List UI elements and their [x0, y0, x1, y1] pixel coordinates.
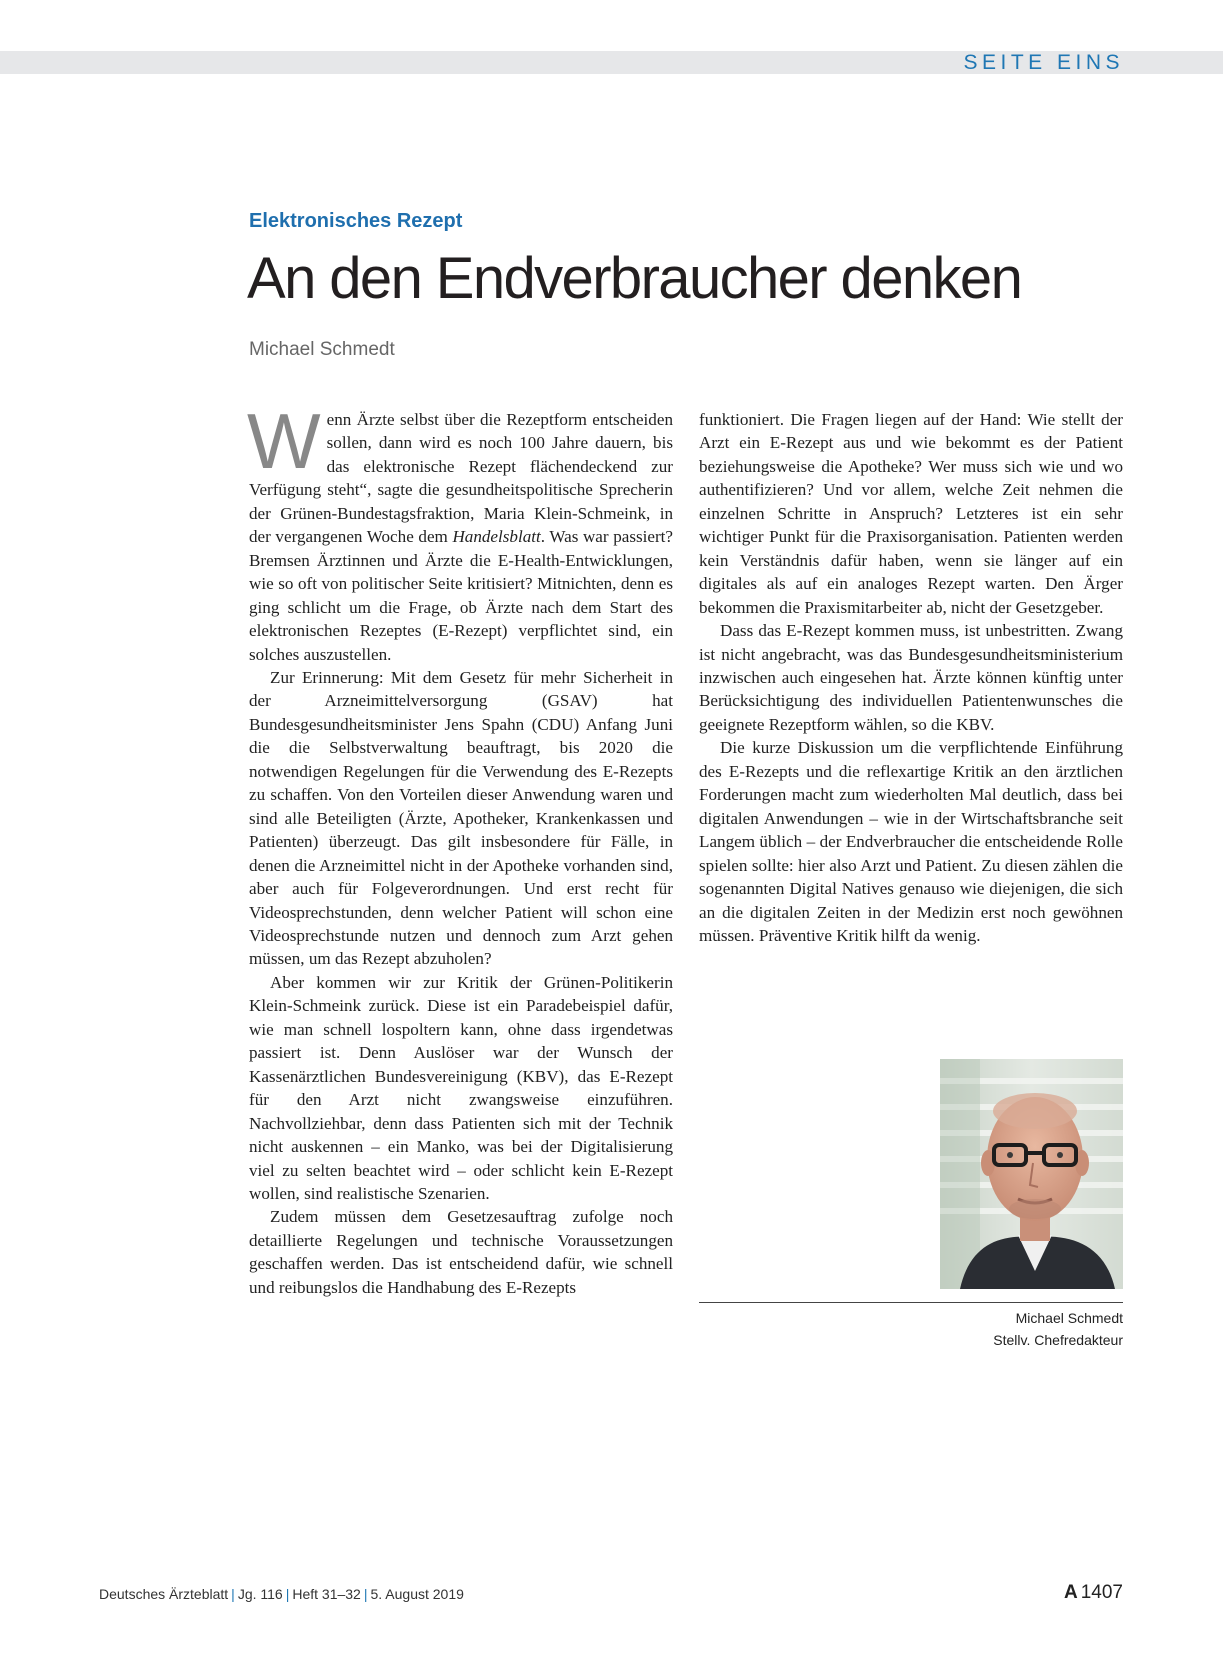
footer-separator: |: [285, 1586, 290, 1602]
caption-name: Michael Schmedt: [1015, 1310, 1123, 1326]
publication-name: Handelsblatt: [452, 527, 541, 547]
page-prefix: A: [1063, 1582, 1078, 1603]
article-author: Michael Schmedt: [249, 339, 395, 360]
footer-separator: |: [231, 1586, 235, 1602]
left-paragraph: Zur Erinnerung: Mit dem Gesetz für mehr Sicherheit in der Arzneimittelversorgung (GSAV) hat Bundesgesundheitsminister Jens Spahn (CDU) Anfang Juni die die Selbstverwaltung beauftragt, bis 2020 die notwendigen Regelungen für die Verwendung des E-Rezepts zu schaffen. Von den Vorteilen dieser Anwendung waren und sind alle Beteiligten (Ärzte, Apotheker, Krankenkassen und Patienten) überzeugt. Das gilt insbesondere für Fälle, in denen die Arzneimittel nicht in der Apotheke vorhanden sind, aber auch für Folgeverordnungen. Und erst recht für Videosprechstunden, denn welcher Patient will schon eine Videosprechstunde nutzen und dennoch zum Arzt gehen müssen, um das Rezept abzuholen?: [249, 667, 673, 969]
article-column-right: [699, 408, 1123, 947]
article-column-left: [247, 397, 673, 1299]
footer-journal: Deutsches Ärzteblatt: [99, 1586, 229, 1602]
section-label: SEITE EINS: [963, 51, 1124, 74]
left-paragraph: Aber kommen wir zur Kritik der Grünen-Politikerin Klein-Schmeink zurück. Diese ist ein Paradebeispiel dafür, wie man schnell lospoltern kann, ohne dass irgendetwas passiert ist. Denn Auslöser war der Wunsch der Kassenärztlichen Bundesvereinigung (KBV), das E-Rezept für den Arzt nicht zwangsweise einzuführen. Nachvollziehbar, denn dass Patienten sich mit der Technik nicht auskennen – ein Manko, was bei der Digitalisierung viel zu selten beachtet wird – oder schlicht kein E-Rezept wollen, sind realistische Szenarien.: [249, 972, 673, 1203]
caption-role: Stellv. Chefredakteur: [993, 1332, 1123, 1348]
page-number: [1064, 1582, 1123, 1604]
lead-text-1: enn Ärzte selbst über die Rezeptform entscheiden sollen, dann wird es noch 100 Jahre dauern, bis das elektronische Rezept flächendeckend zur Verfügung steht“, sagte die gesundheitspolitische Sprecherin der Grünen-Bundestagsfraktion, Maria Klein-Schmeink, in der vergangenen Woche dem: [249, 410, 673, 547]
article-title: An den Endverbraucher denken: [247, 246, 1022, 311]
caption-rule: [699, 1302, 1123, 1303]
lead-text-2: . Was war passiert? Bremsen Ärztinnen und Ärzte die E-Health-Entwicklungen, wie so oft von politischer Seite kritisiert? Mitnichten, denn es ging schlicht um die Frage, ob Ärzte nach dem Start des elektronischen Rezeptes (E-Rezept) verpflichtet sind, ein solches auszustellen.: [249, 527, 673, 664]
article-kicker: Elektronisches Rezept: [249, 210, 463, 232]
footer-date: 5. August 2019: [370, 1586, 464, 1602]
left-paragraph: Zudem müssen dem Gesetzesauftrag zufolge noch detaillierte Regelungen und technische Voraussetzungen geschaffen werden. Das ist entscheidend dafür, wie schnell und reibungslos die Handhabung des E-Rezepts: [249, 1207, 673, 1297]
right-paragraph: Die kurze Diskussion um die verpflichtende Einführung des E-Rezepts und die reflexartige Kritik an den ärztlichen Forderungen macht zum wiederholten Mal deutlich, dass bei digitalen Anwendungen – wie in der Wirtschaftsbranche seit Langem üblich – der Endverbraucher die entscheidende Rolle spielen sollte: hier also Arzt und Patient. Zu diesen zählen die sogenannten Digital Natives genauso wie diejenigen, die sich an die digitalen Zeiten in der Medizin erst noch gewöhnen müssen. Präventive Kritik hilft da wenig.: [699, 738, 1123, 945]
drop-cap: W: [247, 397, 321, 485]
photo-caption: [993, 1307, 1123, 1351]
lead-paragraph: [247, 397, 673, 666]
right-paragraph: Dass das E-Rezept kommen muss, ist unbestritten. Zwang ist nicht angebracht, was das Bundesgesundheitsministerium inzwischen auch eingesehen hat. Ärzte können künftig unter Berücksichtigung des individuellen Patientenwunsches die geeignete Rezeptform wählen, so die KBV.: [699, 621, 1123, 734]
footer-issue: Heft 31–32: [292, 1586, 361, 1602]
page-footer: [99, 1586, 464, 1602]
footer-separator: |: [363, 1586, 368, 1602]
footer-volume: Jg. 116: [237, 1586, 283, 1602]
right-paragraph: funktioniert. Die Fragen liegen auf der Hand: Wie stellt der Arzt ein E-Rezept aus und wie bekommt es der Patient beziehungsweise die Apotheke? Wer muss sich wie und wo authentifizieren? Und vor allem, welche Zeit nehmen die einzelnen Schritte in Anspruch? Letzteres ist ein sehr wichtiger Punkt für die Praxisorganisation. Patienten werden kein Verständnis dafür haben, wenn sie länger auf ein digitales als auf ein analoges Rezept warten. Den Ärger bekommen die Praxismitarbeiter ab, nicht der Gesetzgeber.: [699, 410, 1123, 617]
page-number-value: 1407: [1080, 1582, 1123, 1603]
author-portrait: [940, 1059, 1123, 1289]
